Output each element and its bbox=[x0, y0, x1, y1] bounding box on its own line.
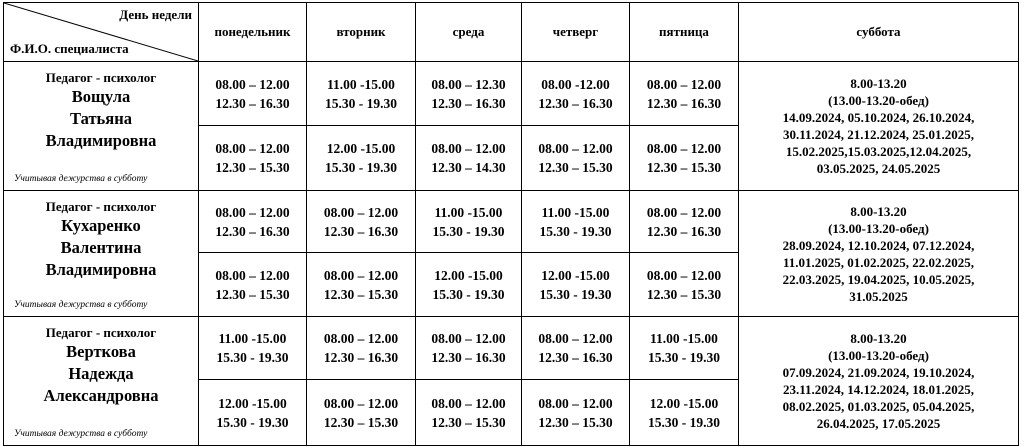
saturday-line: 30.11.2024, 21.12.2024, 25.01.2025, bbox=[782, 127, 975, 142]
time-range: 08.00 – 12.00 bbox=[431, 395, 506, 411]
saturday-line: 14.09.2024, 05.10.2024, 26.10.2024, bbox=[782, 110, 975, 125]
specialist-name-line: Владимировна bbox=[45, 131, 157, 150]
specialist-name-line: Надежда bbox=[68, 364, 134, 383]
saturday-line: 03.05.2025, 24.05.2025 bbox=[816, 161, 941, 176]
time-range: 12.30 – 15.30 bbox=[538, 414, 613, 430]
saturday-line: 22.03.2025, 19.04.2025, 10.05.2025, bbox=[782, 271, 975, 287]
time-range: 12.30 – 16.30 bbox=[538, 350, 613, 365]
corner-name-label: Ф.И.О. специалиста bbox=[10, 41, 129, 56]
schedule-table bbox=[3, 2, 1019, 446]
saturday-schedule-cell bbox=[739, 317, 1019, 446]
corner-day-label: День недели bbox=[119, 7, 192, 22]
time-range: 15.30 - 19.30 bbox=[325, 95, 397, 111]
specialist-info bbox=[4, 199, 198, 281]
time-range: 08.00 – 12.00 bbox=[646, 204, 722, 220]
time-range: 11.00 -15.00 bbox=[218, 331, 287, 346]
specialist-role: Педагог - психолог bbox=[45, 199, 157, 214]
time-cell bbox=[522, 191, 630, 253]
time-cell bbox=[630, 191, 739, 253]
time-cell bbox=[522, 317, 630, 380]
time-cell bbox=[199, 191, 307, 253]
time-cell bbox=[307, 380, 416, 446]
time-range: 08.00 – 12.00 bbox=[431, 141, 506, 156]
day-header-friday: пятница bbox=[630, 3, 739, 62]
time-range: 15.30 - 19.30 bbox=[432, 223, 505, 239]
saturday-schedule-cell bbox=[739, 191, 1019, 317]
time-range: 12.30 – 16.30 bbox=[431, 95, 506, 111]
header-row bbox=[4, 3, 1019, 62]
specialist-row bbox=[4, 191, 1019, 253]
day-header-thursday: четверг bbox=[522, 3, 630, 62]
time-range: 12.30 – 16.30 bbox=[215, 95, 290, 111]
time-range: 12.30 – 15.30 bbox=[215, 160, 290, 175]
time-cell bbox=[307, 191, 416, 253]
specialist-name-line: Валентина bbox=[60, 238, 142, 257]
time-range: 11.00 -15.00 bbox=[650, 331, 718, 346]
time-cell bbox=[199, 380, 307, 446]
time-range: 08.00 – 12.00 bbox=[431, 331, 506, 346]
specialist-name-line: Владимировна bbox=[45, 260, 157, 279]
time-range: 15.30 - 19.30 bbox=[648, 350, 720, 365]
time-range: 11.00 -15.00 bbox=[327, 76, 395, 92]
corner-header-cell bbox=[4, 3, 199, 62]
time-range: 12.30 – 15.30 bbox=[646, 286, 722, 302]
time-range: 12.30 – 15.30 bbox=[323, 286, 399, 302]
saturday-line: 15.02.2025,15.03.2025,12.04.2025, bbox=[785, 144, 972, 159]
specialist-name-line: Татьяна bbox=[70, 109, 132, 128]
time-cell bbox=[199, 253, 307, 317]
time-cell bbox=[416, 380, 522, 446]
saturday-line: 11.01.2025, 01.02.2025, 22.02.2025, bbox=[782, 254, 975, 270]
time-cell bbox=[416, 62, 522, 126]
time-range: 08.00 – 12.00 bbox=[215, 141, 290, 156]
time-cell bbox=[199, 126, 307, 191]
time-range: 08.00 – 12.00 bbox=[538, 141, 613, 156]
time-cell bbox=[630, 317, 739, 380]
time-cell bbox=[522, 253, 630, 317]
time-cell bbox=[630, 253, 739, 317]
saturday-duty-note: Учитывая дежурства в субботу bbox=[14, 174, 148, 184]
time-range: 12.00 -15.00 bbox=[326, 141, 396, 156]
time-cell bbox=[307, 62, 416, 126]
time-range: 12.30 – 15.30 bbox=[323, 414, 399, 430]
time-range: 15.30 - 19.30 bbox=[325, 160, 397, 175]
time-cell bbox=[630, 62, 739, 126]
saturday-line: (13.00-13.20-обед) bbox=[828, 93, 929, 108]
time-cell bbox=[199, 62, 307, 126]
time-cell bbox=[199, 317, 307, 380]
saturday-line: 26.04.2025, 17.05.2025 bbox=[816, 416, 941, 431]
specialist-role: Педагог - психолог bbox=[45, 325, 157, 340]
saturday-line: 28.09.2024, 12.10.2024, 07.12.2024, bbox=[782, 237, 975, 253]
specialist-role: Педагог - психолог bbox=[45, 70, 157, 85]
time-range: 08.00 -12.00 bbox=[541, 76, 610, 92]
day-header-monday: понедельник bbox=[199, 3, 307, 62]
time-range: 12.30 – 16.30 bbox=[646, 223, 722, 239]
time-range: 12.30 – 16.30 bbox=[323, 350, 399, 365]
time-range: 11.00 -15.00 bbox=[541, 204, 610, 220]
time-range: 08.00 – 12.30 bbox=[431, 76, 506, 92]
time-range: 12.30 – 16.30 bbox=[646, 95, 722, 111]
time-cell bbox=[416, 253, 522, 317]
time-cell bbox=[522, 62, 630, 126]
time-cell bbox=[630, 380, 739, 446]
saturday-line: 23.11.2024, 14.12.2024, 18.01.2025, bbox=[782, 382, 975, 397]
time-range: 11.00 -15.00 bbox=[434, 204, 503, 220]
saturday-line: (13.00-13.20-обед) bbox=[828, 348, 929, 363]
saturday-line: 8.00-13.20 bbox=[850, 331, 907, 346]
time-cell bbox=[630, 126, 739, 191]
specialist-info bbox=[4, 325, 198, 407]
time-range: 08.00 – 12.00 bbox=[215, 204, 290, 220]
time-range: 12.30 – 15.30 bbox=[431, 414, 506, 430]
specialist-name-cell bbox=[4, 62, 199, 191]
time-range: 12.30 – 16.30 bbox=[431, 350, 506, 365]
time-range: 08.00 – 12.00 bbox=[323, 331, 399, 346]
time-range: 08.00 – 12.00 bbox=[646, 267, 722, 283]
specialist-name-line: Верткова bbox=[66, 342, 136, 361]
time-cell bbox=[416, 317, 522, 380]
specialist-row bbox=[4, 62, 1019, 126]
specialist-name-line: Вощула bbox=[71, 87, 131, 106]
time-cell bbox=[307, 317, 416, 380]
specialist-info bbox=[4, 70, 198, 152]
time-range: 08.00 – 12.00 bbox=[323, 204, 399, 220]
time-cell bbox=[416, 126, 522, 191]
time-range: 15.30 - 19.30 bbox=[432, 286, 505, 302]
saturday-line: 8.00-13.20 bbox=[850, 203, 907, 219]
time-range: 15.30 - 19.30 bbox=[539, 223, 612, 239]
time-range: 12.30 – 15.30 bbox=[538, 160, 613, 175]
day-header-wednesday: среда bbox=[416, 3, 522, 62]
time-range: 15.30 - 19.30 bbox=[216, 414, 289, 430]
time-range: 12.30 – 15.30 bbox=[646, 160, 722, 175]
specialist-name-cell bbox=[4, 191, 199, 317]
time-range: 15.30 - 19.30 bbox=[648, 414, 720, 430]
time-range: 08.00 – 12.00 bbox=[646, 141, 722, 156]
time-cell bbox=[522, 126, 630, 191]
time-range: 12.30 – 15.30 bbox=[215, 286, 290, 302]
time-range: 08.00 – 12.00 bbox=[538, 395, 613, 411]
time-range: 12.00 -15.00 bbox=[649, 395, 719, 411]
time-range: 15.30 - 19.30 bbox=[216, 350, 289, 365]
time-range: 08.00 – 12.00 bbox=[646, 76, 722, 92]
saturday-line: 31.05.2025 bbox=[849, 288, 908, 304]
saturday-duty-note: Учитывая дежурства в субботу bbox=[14, 300, 148, 310]
time-range: 15.30 - 19.30 bbox=[539, 286, 612, 302]
time-range: 12.30 – 14.30 bbox=[431, 160, 506, 175]
time-cell bbox=[307, 126, 416, 191]
time-cell bbox=[307, 253, 416, 317]
time-range: 12.30 – 16.30 bbox=[215, 223, 290, 239]
saturday-duty-note: Учитывая дежурства в субботу bbox=[14, 429, 148, 439]
time-range: 08.00 – 12.00 bbox=[215, 76, 290, 92]
time-range: 08.00 – 12.00 bbox=[323, 395, 399, 411]
specialist-name-line: Кухаренко bbox=[61, 216, 141, 235]
day-header-tuesday: вторник bbox=[307, 3, 416, 62]
time-cell bbox=[522, 380, 630, 446]
saturday-line: 8.00-13.20 bbox=[850, 76, 907, 91]
time-range: 12.00 -15.00 bbox=[218, 395, 287, 411]
saturday-line: (13.00-13.20-обед) bbox=[828, 220, 929, 236]
time-cell bbox=[416, 191, 522, 253]
time-range: 12.00 -15.00 bbox=[541, 267, 610, 283]
day-header-saturday: суббота bbox=[739, 3, 1019, 62]
time-range: 12.30 – 16.30 bbox=[538, 95, 613, 111]
saturday-schedule-cell bbox=[739, 62, 1019, 191]
saturday-line: 07.09.2024, 21.09.2024, 19.10.2024, bbox=[782, 365, 975, 380]
specialist-row bbox=[4, 317, 1019, 380]
time-range: 12.00 -15.00 bbox=[434, 267, 503, 283]
time-range: 08.00 – 12.00 bbox=[323, 267, 399, 283]
saturday-line: 08.02.2025, 01.03.2025, 05.04.2025, bbox=[782, 399, 975, 414]
time-range: 12.30 – 16.30 bbox=[323, 223, 399, 239]
specialist-name-line: Александровна bbox=[43, 386, 159, 405]
specialist-name-cell bbox=[4, 317, 199, 446]
time-range: 08.00 – 12.00 bbox=[215, 267, 290, 283]
time-range: 08.00 – 12.00 bbox=[538, 331, 613, 346]
